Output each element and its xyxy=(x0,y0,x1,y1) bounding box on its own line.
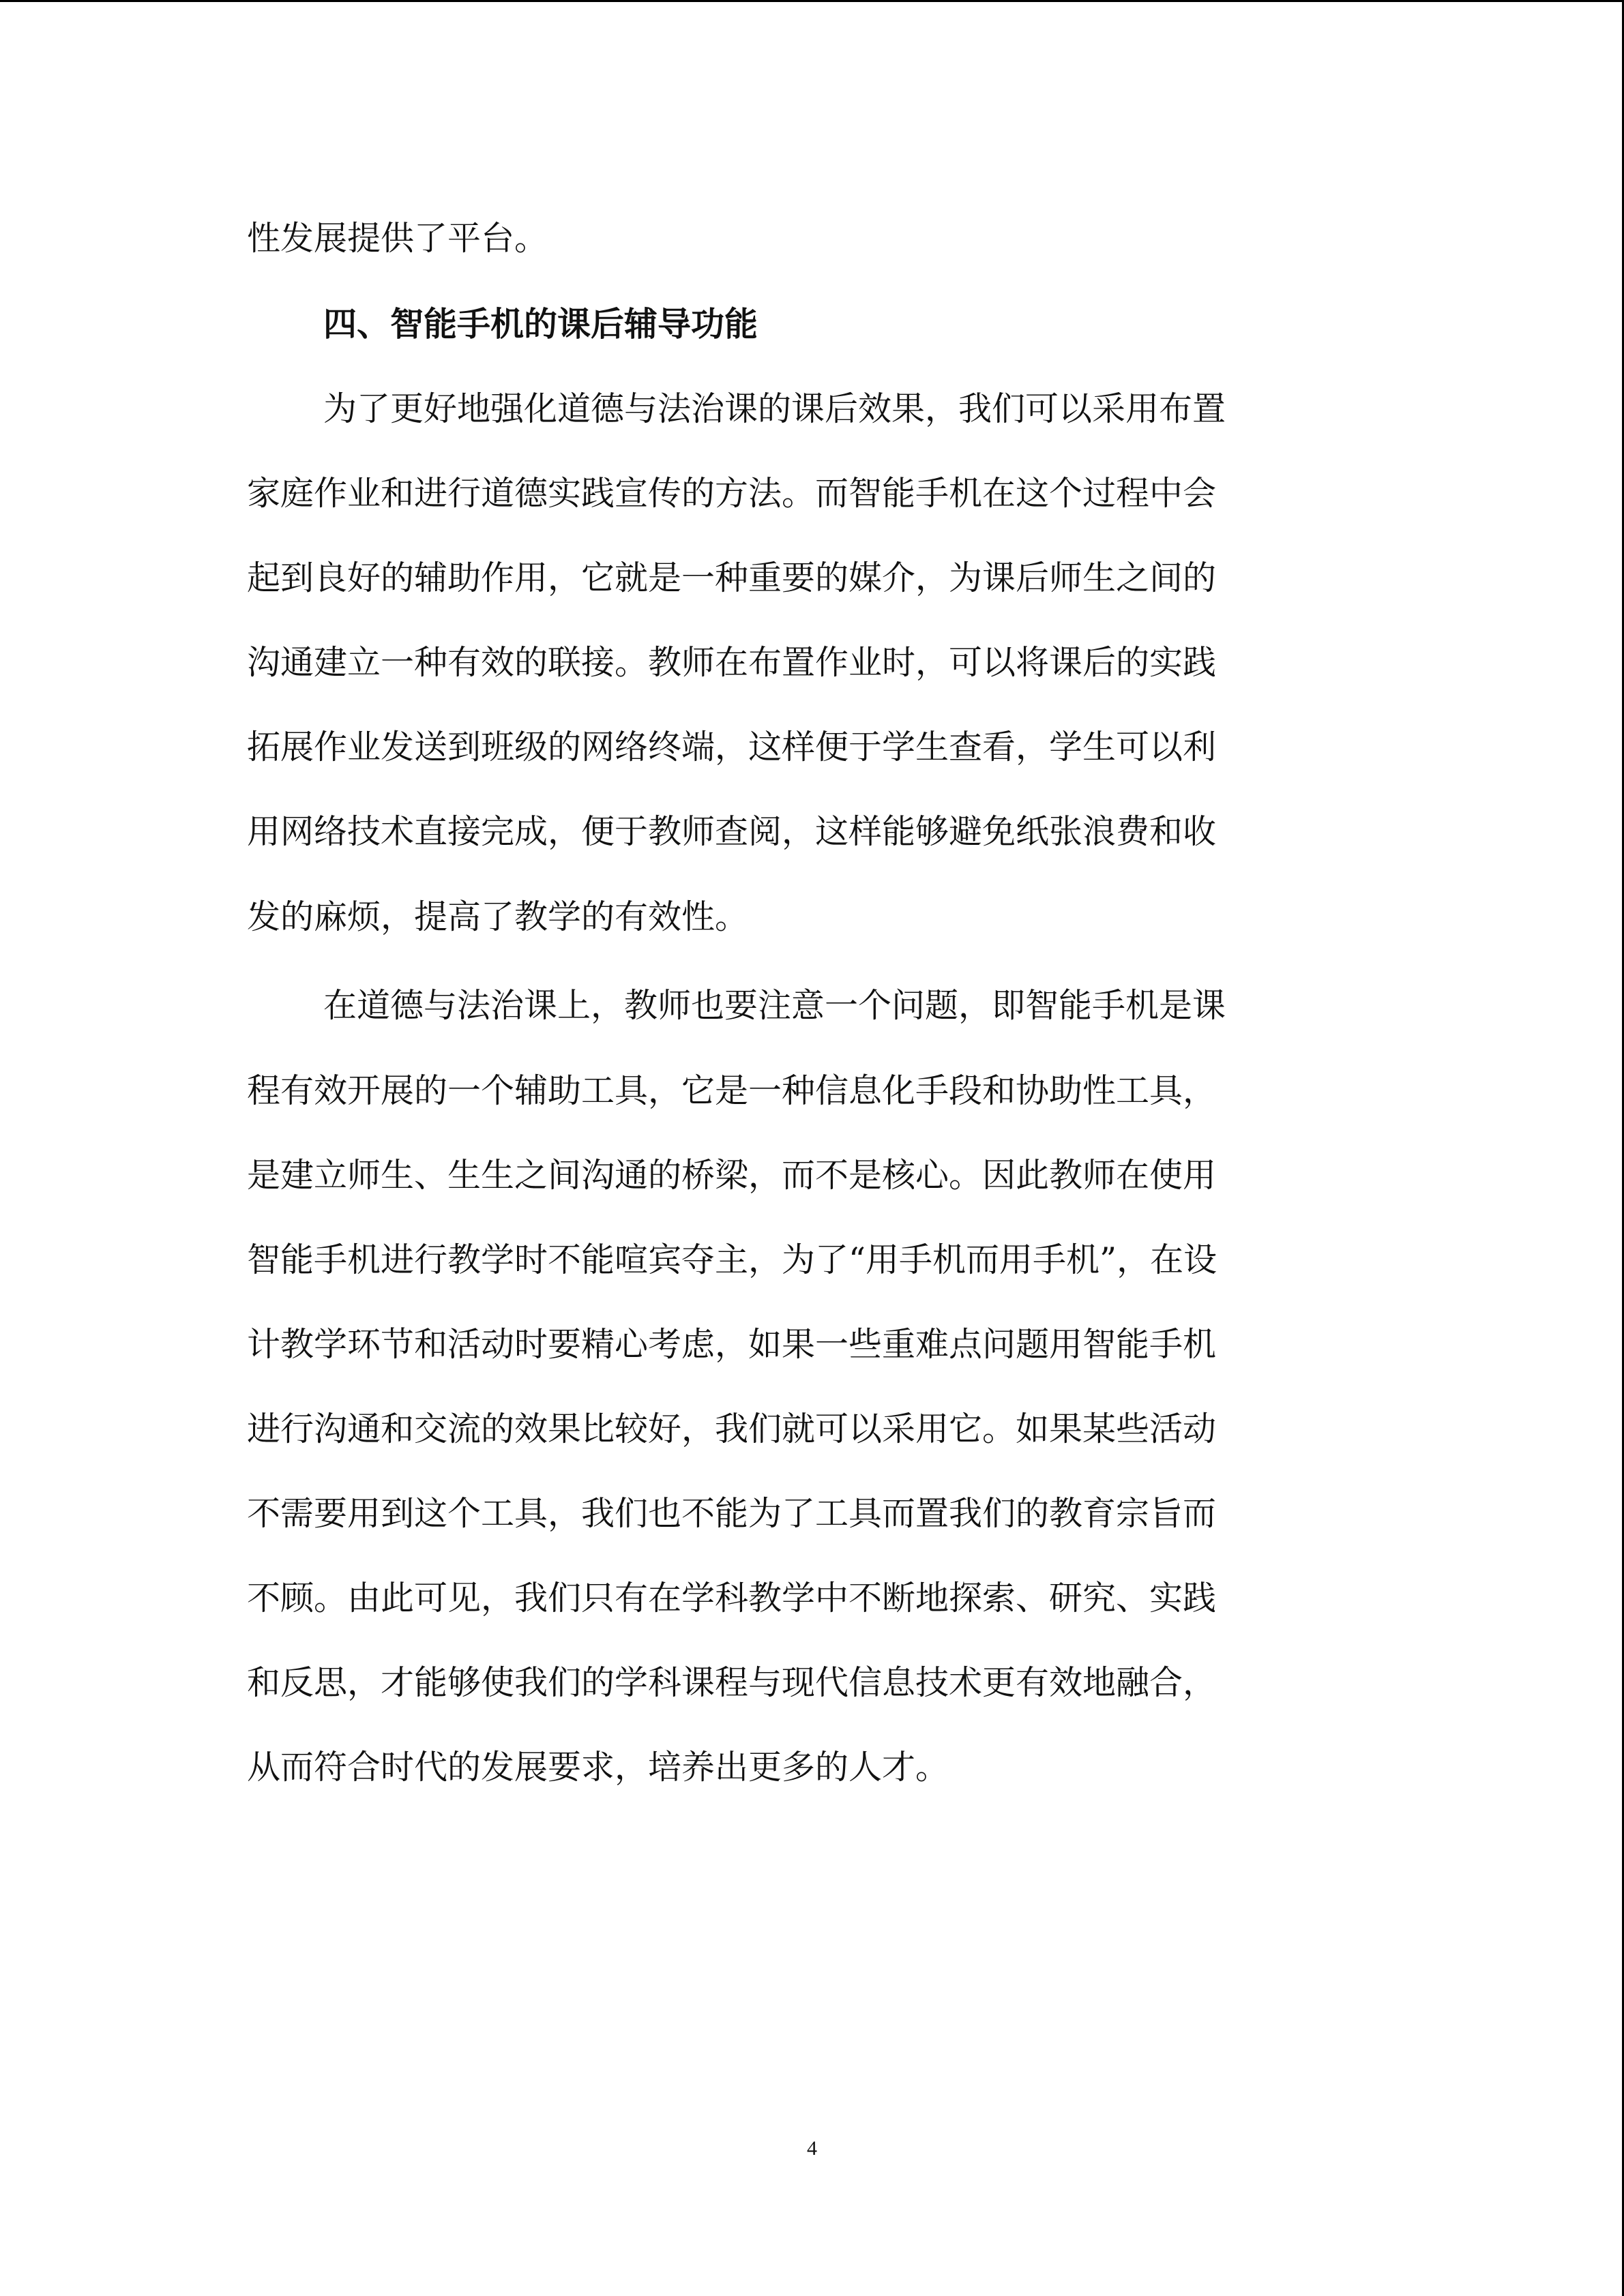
text-line: 和反思，才能够使我们的学科课程与现代信息技术更有效地融合， xyxy=(247,1663,1217,1702)
text-line: 智能手机进行教学时不能喧宾夺主，为了“用手机而用手机”，在设 xyxy=(247,1240,1217,1279)
text-line: 拓展作业发送到班级的网络终端，这样便于学生查看，学生可以利 xyxy=(247,728,1217,766)
text-line: 从而符合时代的发展要求，培养出更多的人才。 xyxy=(247,1748,949,1787)
text-line: 起到良好的辅助作用，它就是一种重要的媒介，为课后师生之间的 xyxy=(247,558,1217,597)
page-top-border xyxy=(0,0,1624,2)
text-line: 不需要用到这个工具，我们也不能为了工具而置我们的教育宗旨而 xyxy=(247,1494,1217,1533)
text-line: 性发展提供了平台。 xyxy=(247,219,548,258)
section-heading: 四、智能手机的课后辅导功能 xyxy=(323,304,758,344)
text-line: 用网络技术直接完成，便于教师查阅，这样能够避免纸张浪费和收 xyxy=(247,812,1217,851)
text-line: 不顾。由此可见，我们只有在学科教学中不断地探索、研究、实践 xyxy=(247,1579,1217,1617)
text-line: 进行沟通和交流的效果比较好，我们就可以采用它。如果某些活动 xyxy=(247,1410,1217,1448)
text-line: 是建立师生、生生之间沟通的桥梁，而不是核心。因此教师在使用 xyxy=(247,1156,1217,1195)
page-number: 4 xyxy=(807,2137,817,2160)
text-line: 家庭作业和进行道德实践宣传的方法。而智能手机在这个过程中会 xyxy=(247,474,1217,513)
text-line: 在道德与法治课上，教师也要注意一个问题，即智能手机是课 xyxy=(323,986,1226,1025)
text-line: 发的麻烦，提高了教学的有效性。 xyxy=(247,897,749,936)
text-line: 沟通建立一种有效的联接。教师在布置作业时，可以将课后的实践 xyxy=(247,643,1217,682)
text-line: 为了更好地强化道德与法治课的课后效果，我们可以采用布置 xyxy=(323,389,1226,428)
text-line: 计教学环节和活动时要精心考虑，如果一些重难点问题用智能手机 xyxy=(247,1325,1217,1364)
text-line: 程有效开展的一个辅助工具，它是一种信息化手段和协助性工具， xyxy=(247,1071,1217,1110)
